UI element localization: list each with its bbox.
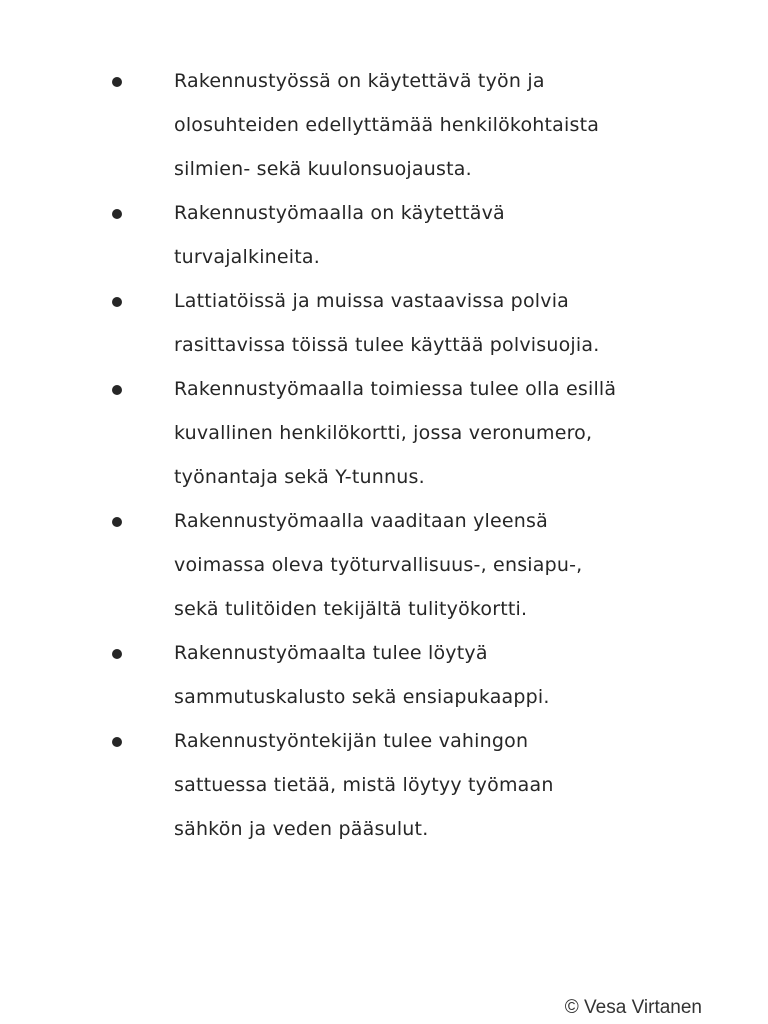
bullet-dot-icon	[112, 517, 122, 527]
list-item-text-line: silmien- sekä kuulonsuojausta.	[174, 158, 472, 180]
bullet-dot-icon	[112, 77, 122, 87]
list-item-text-line: turvajalkineita.	[174, 246, 321, 268]
list-item-text-line: Rakennustyössä on käytettävä työn ja	[174, 70, 545, 92]
list-item-text-line: Rakennustyöntekijän tulee vahingon	[174, 730, 529, 752]
list-item	[0, 367, 768, 499]
list-item	[0, 719, 768, 851]
list-item-text-line: Lattiatöissä ja muissa vastaavissa polvia	[174, 290, 570, 312]
bullet-dot-icon	[112, 385, 122, 395]
list-item	[0, 191, 768, 279]
list-item-text-line: Rakennustyömaalla vaaditaan yleensä	[174, 510, 548, 532]
bullet-dot-icon	[112, 297, 122, 307]
list-item-text-line: olosuhteiden edellyttämää henkilökohtaista	[174, 114, 600, 136]
list-item-text-line: työnantaja sekä Y-tunnus.	[174, 466, 425, 488]
list-item	[0, 631, 768, 719]
list-item-text-line: Rakennustyömaalta tulee löytyä	[174, 642, 488, 664]
list-item-text-line: sekä tulitöiden tekijältä tulityökortti.	[174, 598, 528, 620]
list-item-text-line: rasittavissa töissä tulee käyttää polvisuojia.	[174, 334, 600, 356]
list-item	[0, 279, 768, 367]
copyright-notice: © Vesa Virtanen	[564, 997, 702, 1018]
list-item	[0, 499, 768, 631]
bullet-dot-icon	[112, 737, 122, 747]
list-item-text-line: sattuessa tietää, mistä löytyy työmaan	[174, 774, 554, 796]
list-item-text-line: Rakennustyömaalla toimiessa tulee olla esillä	[174, 378, 617, 400]
bullet-dot-icon	[112, 649, 122, 659]
list-item-text-line: sähkön ja veden pääsulut.	[174, 818, 429, 840]
list-item-text-line: sammutuskalusto sekä ensiapukaappi.	[174, 686, 550, 708]
list-item	[0, 59, 768, 191]
list-item-text-line: Rakennustyömaalla on käytettävä	[174, 202, 505, 224]
safety-bullet-list	[0, 59, 768, 851]
list-item-text-line: kuvallinen henkilökortti, jossa veronumero,	[174, 422, 593, 444]
list-item-text-line: voimassa oleva työturvallisuus-, ensiapu-,	[174, 554, 583, 576]
bullet-dot-icon	[112, 209, 122, 219]
